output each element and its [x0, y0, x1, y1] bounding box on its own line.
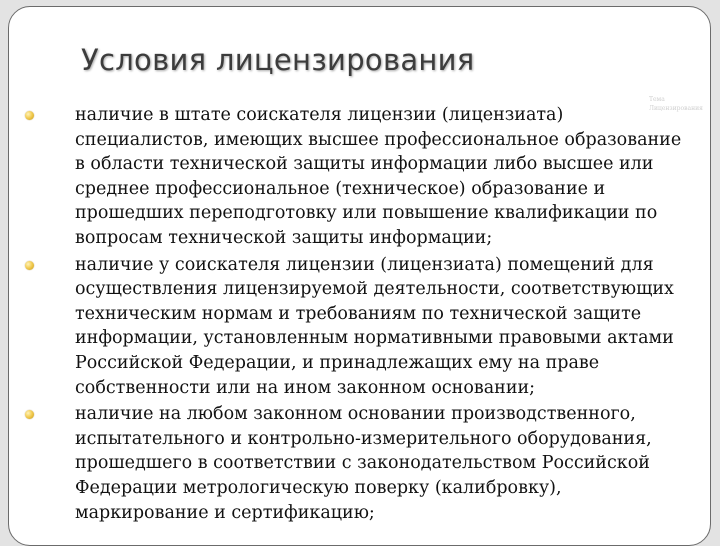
bullet-dot-icon [25, 261, 34, 270]
bullet-item [19, 103, 695, 251]
bullet-line: наличие в штате соискателя лицензии (лицензиата) [75, 105, 564, 125]
bullet-line: прошедших переподготовку или повышение квалификации по [75, 203, 658, 224]
bullet-line: Федерации метрологическую поверку (калибровку), [75, 477, 562, 498]
bullet-line: Российской Федерации, и принадлежащих ему на праве [75, 352, 600, 373]
bullet-dot-icon [25, 410, 34, 419]
corner-note-line: Лицензирования [649, 105, 703, 112]
bullet-line: маркирование и сертификацию; [75, 502, 375, 523]
bullet-dot-icon [25, 111, 34, 120]
bullet-line: наличие на любом законном основании производственного, [75, 404, 636, 425]
slide-title: Условия лицензирования [81, 43, 475, 77]
bullet-line: информации, установленным нормативными правовыми актами [75, 328, 674, 349]
bullet-line: собственности или на ином законном основании; [75, 377, 536, 398]
bullet-line: наличие у соискателя лицензии (лицензиата) помещений для [75, 254, 654, 275]
corner-note-line: Тема [649, 96, 665, 103]
bullet-line: вопросам технической защиты информации; [75, 227, 493, 248]
slide [8, 6, 711, 546]
bullet-line: осуществления лицензируемой деятельности, соответствующих [75, 279, 674, 300]
bullet-line: специалистов, имеющих высшее профессиональное образование [75, 129, 682, 150]
bullet-item [19, 402, 695, 525]
bullet-line: техническим нормам и требованиям по технической защите [75, 303, 642, 324]
bullet-line: среднее профессиональное (техническое) образование и [75, 178, 606, 199]
bullet-line: прошедшего в соответствии с законодательством Российской [75, 453, 650, 474]
bullet-line: в области технической защиты информации либо высшее или [75, 154, 654, 175]
bullet-line: испытательного и контрольно-измерительного оборудования, [75, 428, 652, 449]
bullet-item [19, 253, 695, 401]
bullet-list [19, 103, 695, 527]
